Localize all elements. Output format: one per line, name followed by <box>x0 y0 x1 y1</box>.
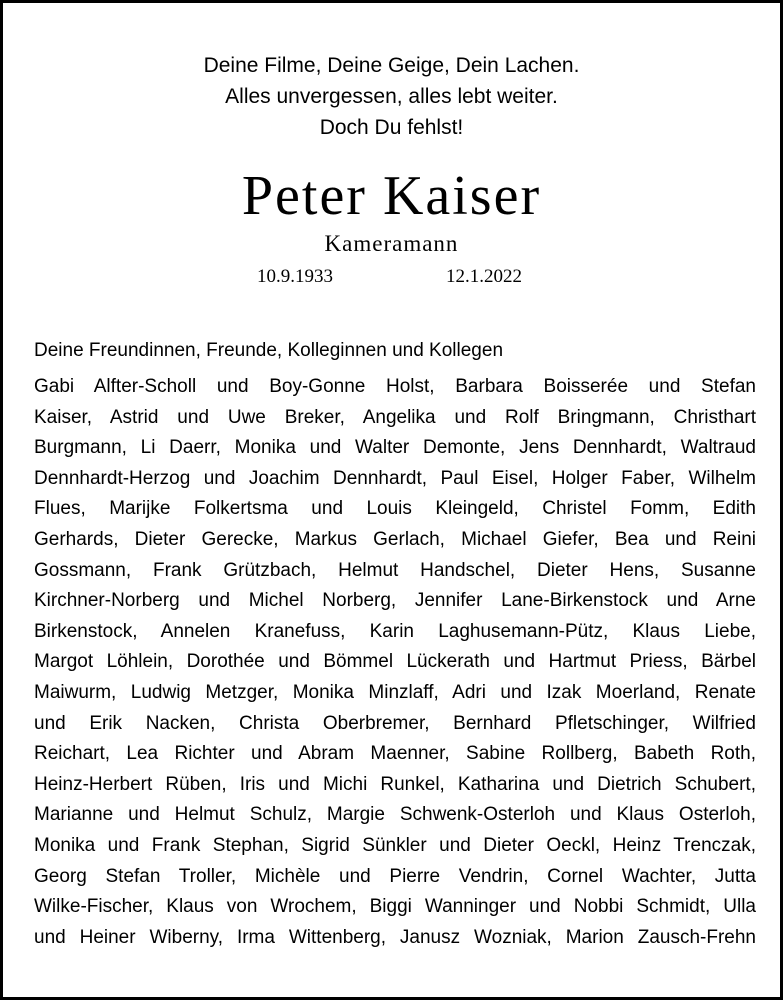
mourners-line: Gabi Alfter-Scholl und Boy-Gonne Holst, Barbara Boisserée und Stefan <box>34 376 756 397</box>
mourners-line: und Erik Nacken, Christa Oberbremer, Bernhard Pfletschinger, Wilfried <box>34 712 756 734</box>
mourners-line: Dennhardt-Herzog und Joachim Dennhardt, Paul Eisel, Holger Faber, Wilhelm <box>34 467 756 489</box>
deceased-profession: Kameramann <box>324 231 459 256</box>
verse-line: Doch Du fehlst! <box>319 116 464 139</box>
verse-line: Alles unvergessen, alles lebt weiter. <box>225 85 558 108</box>
memorial-verse <box>3 50 780 143</box>
birth-date: 10.9.1933 <box>257 266 333 287</box>
mourners-line: Gossmann, Frank Grützbach, Helmut Handschel, Dieter Hens, Susanne <box>34 559 756 581</box>
mourners-line: Burgmann, Li Daerr, Monika und Walter Demonte, Jens Dennhardt, Waltraud <box>34 437 756 459</box>
mourners-line: Maiwurm, Ludwig Metzger, Monika Minzlaff, Adri und Izak Moerland, Renate <box>34 681 756 703</box>
mourners-line: Kaiser, Astrid und Uwe Breker, Angelika und Rolf Bringmann, Christhart <box>34 406 756 428</box>
death-date: 12.1.2022 <box>446 266 522 287</box>
mourners-list <box>34 372 756 953</box>
mourners-line: Flues, Marijke Folkertsma und Louis Kleingeld, Christel Fomm, Edith <box>34 498 756 520</box>
mourners-line: Reichart, Lea Richter und Abram Maenner, Sabine Rollberg, Babeth Roth, <box>34 743 756 765</box>
mourners-line: Kirchner-Norberg und Michel Norberg, Jennifer Lane-Birkenstock und Arne <box>34 590 756 612</box>
mourners-line: und Heiner Wiberny, Irma Wittenberg, Janusz Wozniak, Marion Zausch-Frehn <box>34 926 756 948</box>
mourners-line: Monika und Frank Stephan, Sigrid Sünkler und Dieter Oeckl, Heinz Trenczak, <box>34 834 756 856</box>
verse-line: Deine Filme, Deine Geige, Dein Lachen. <box>203 54 580 77</box>
mourners-line: Gerhards, Dieter Gerecke, Markus Gerlach, Michael Giefer, Bea und Reini <box>34 528 756 550</box>
mourners-line: Margot Löhlein, Dorothée und Bömmel Lückerath und Hartmut Priess, Bärbel <box>34 651 756 673</box>
mourners-intro: Deine Freundinnen, Freunde, Kolleginnen und Kollegen <box>34 340 504 361</box>
deceased-name: Peter Kaiser <box>241 165 542 227</box>
mourners-line: Wilke-Fischer, Klaus von Wrochem, Biggi Wanninger und Nobbi Schmidt, Ulla <box>34 896 756 918</box>
mourners-line: Marianne und Helmut Schulz, Margie Schwenk-Osterloh und Klaus Osterloh, <box>34 804 756 826</box>
mourners-line: Birkenstock, Annelen Kranefuss, Karin Laghusemann-Pütz, Klaus Liebe, <box>34 620 756 642</box>
mourners-line: Heinz-Herbert Rüben, Iris und Michi Runkel, Katharina und Dietrich Schubert, <box>34 773 756 795</box>
mourners-line: Georg Stefan Troller, Michèle und Pierre Vendrin, Cornel Wachter, Jutta <box>34 865 756 887</box>
